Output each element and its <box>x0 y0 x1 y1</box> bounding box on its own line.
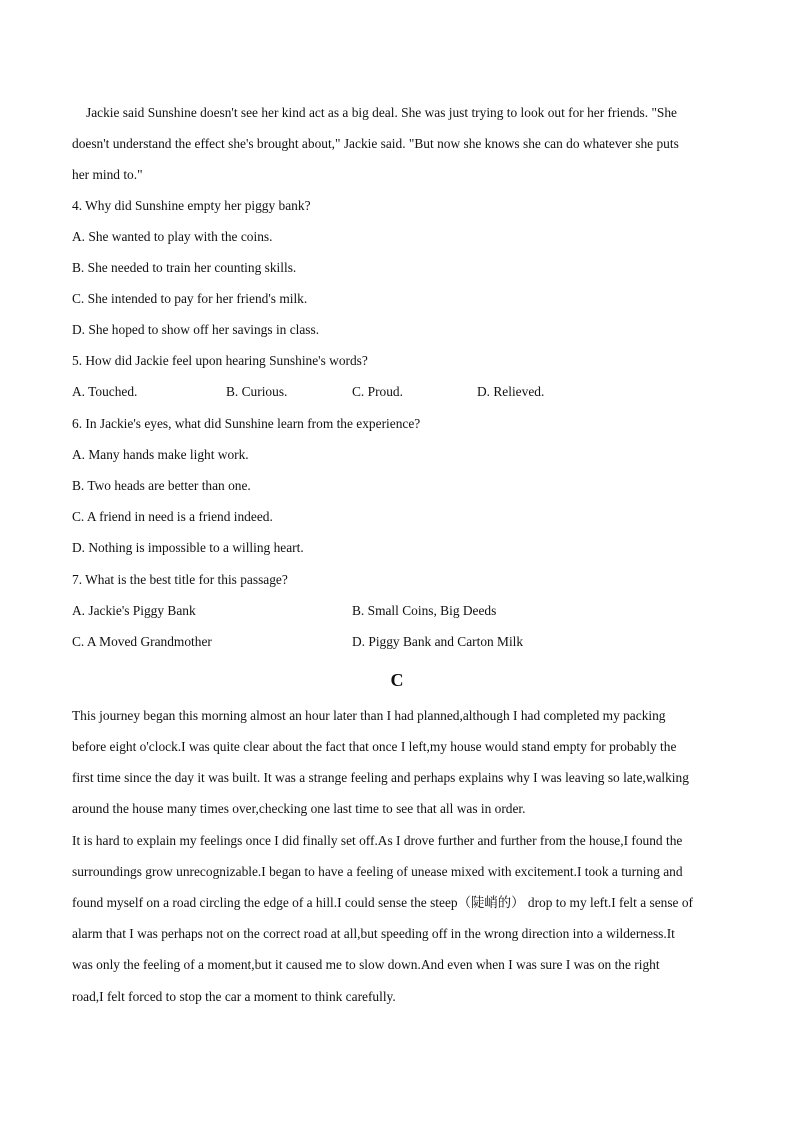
passage-c-line: around the house many times over,checking one last time to see that all was in order. <box>72 801 526 816</box>
passage-c-line: was only the feeling of a moment,but it caused me to slow down.And even when I was sure I was on the right <box>72 957 660 972</box>
question-4-option-c: C. She intended to pay for her friend's milk. <box>72 291 308 306</box>
question-7-option-d: D. Piggy Bank and Carton Milk <box>352 634 524 649</box>
question-6-option-b: B. Two heads are better than one. <box>72 478 251 493</box>
passage-c-line: road,I felt forced to stop the car a moment to think carefully. <box>72 989 396 1004</box>
question-5-option-d: D. Relieved. <box>477 384 545 399</box>
passage-c-line: surroundings grow unrecognizable.I began to have a feeling of unease mixed with excitement.I took a turning and <box>72 864 683 879</box>
question-4-stem: 4. Why did Sunshine empty her piggy bank? <box>72 198 311 213</box>
passage-c-line: It is hard to explain my feelings once I did finally set off.As I drove further and further from the house,I found the <box>72 833 683 848</box>
passage-c-line: alarm that I was perhaps not on the correct road at all,but speeding off in the wrong direction into a wilderness.It <box>72 926 675 941</box>
passage-line: her mind to." <box>72 167 143 182</box>
question-6-option-d: D. Nothing is impossible to a willing heart. <box>72 540 304 555</box>
passage-c-line: This journey began this morning almost an hour later than I had planned,although I had completed my packing <box>72 708 666 723</box>
passage-c-line: found myself on a road circling the edge of a hill.I could sense the steep（陡峭的） drop to my left.I felt a sense of <box>72 895 694 910</box>
question-6-option-a: A. Many hands make light work. <box>72 447 249 462</box>
passage-c-line: first time since the day it was built. It was a strange feeling and perhaps explains why I was leaving so late,walking <box>72 770 689 785</box>
question-7-option-c: C. A Moved Grandmother <box>72 634 212 649</box>
question-6-stem: 6. In Jackie's eyes, what did Sunshine learn from the experience? <box>72 416 421 431</box>
question-5-option-b: B. Curious. <box>226 384 288 399</box>
passage-c-line: before eight o'clock.I was quite clear about the fact that once I left,my house would stand empty for probably the <box>72 739 677 754</box>
passage-line: doesn't understand the effect she's brought about," Jackie said. "But now she knows she can do whatever she puts <box>72 136 679 151</box>
question-5-option-c: C. Proud. <box>352 384 403 399</box>
passage-line: Jackie said Sunshine doesn't see her kind act as a big deal. She was just trying to look out for her friends. "She <box>86 105 677 120</box>
question-7-option-a: A. Jackie's Piggy Bank <box>72 603 196 618</box>
question-5-option-a: A. Touched. <box>72 384 138 399</box>
question-4-option-d: D. She hoped to show off her savings in class. <box>72 322 320 337</box>
question-5-stem: 5. How did Jackie feel upon hearing Sunshine's words? <box>72 353 368 368</box>
question-7-stem: 7. What is the best title for this passage? <box>72 572 288 587</box>
section-c-title: C <box>390 670 404 690</box>
question-6-option-c: C. A friend in need is a friend indeed. <box>72 509 273 524</box>
question-4-option-a: A. She wanted to play with the coins. <box>72 229 273 244</box>
question-7-option-b: B. Small Coins, Big Deeds <box>352 603 497 618</box>
question-4-option-b: B. She needed to train her counting skills. <box>72 260 297 275</box>
